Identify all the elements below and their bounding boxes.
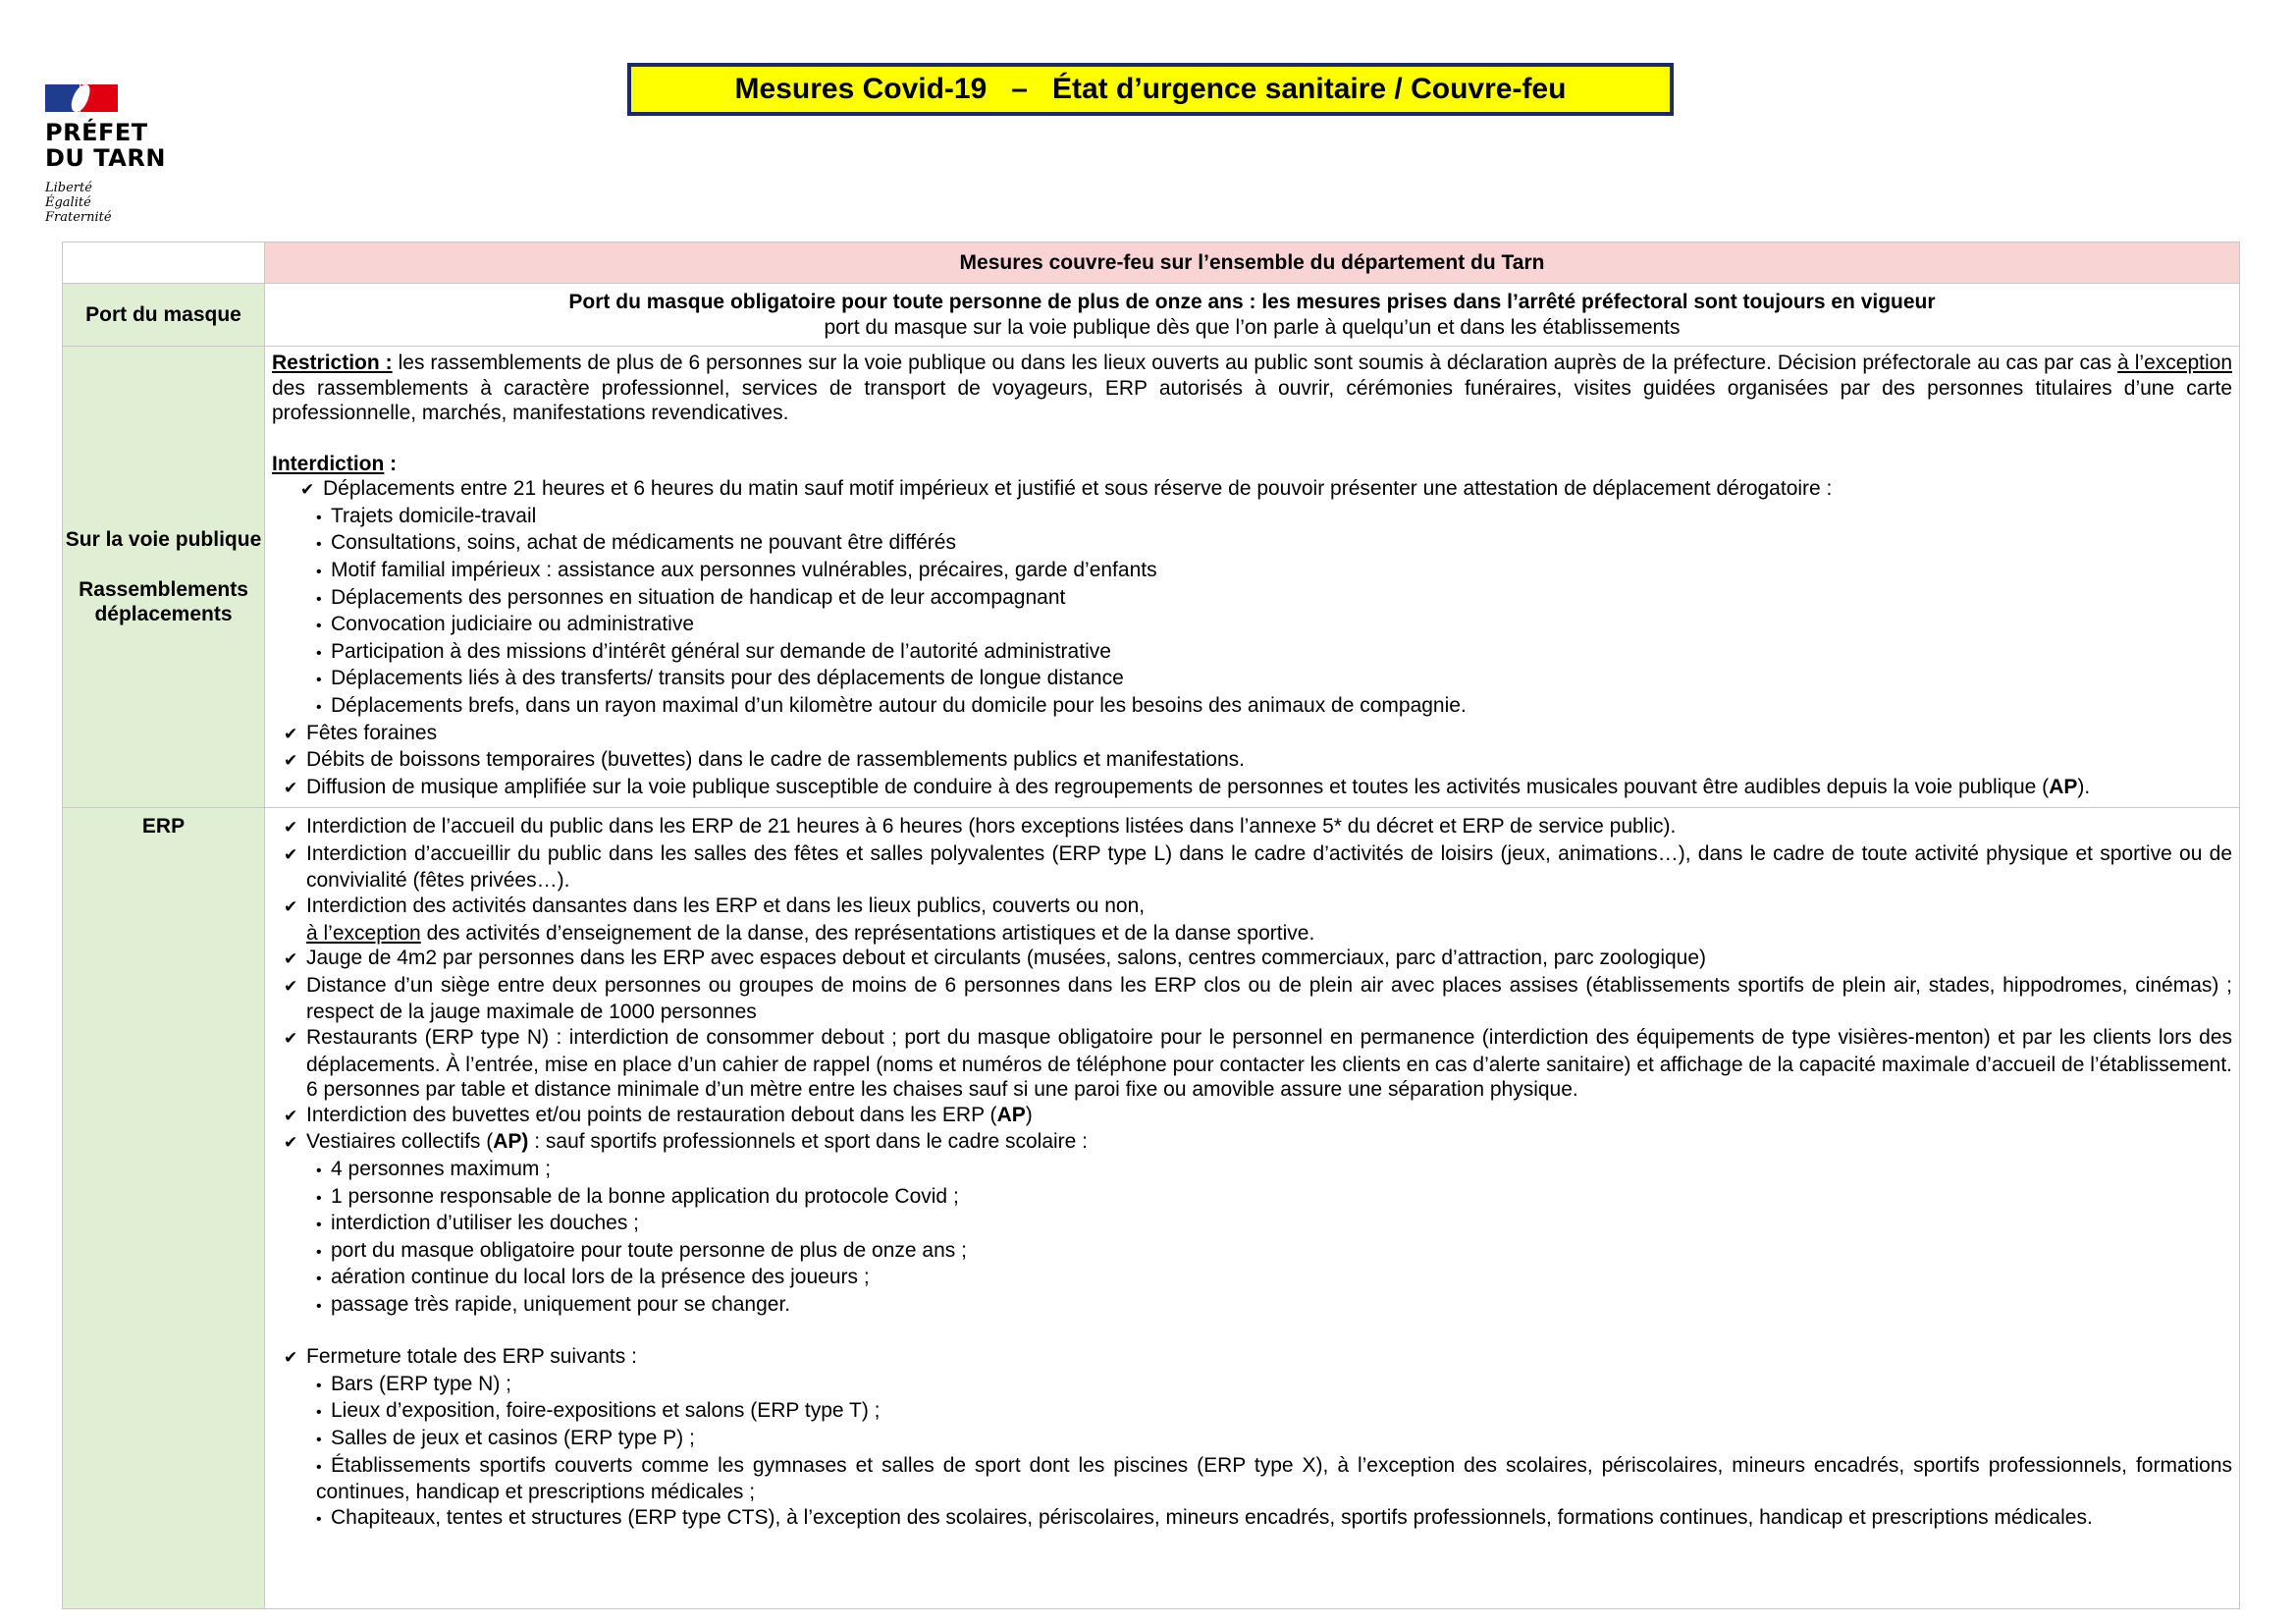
erp-item: ✔ Interdiction des activités dansantes dans les ERP et dans les lieux publics, couverts ou non, [272, 893, 2232, 921]
vestiaire-subitem: • passage très rapide, uniquement pour se changer. [272, 1292, 2232, 1320]
motif-item: • Convocation judiciaire ou administrative [272, 612, 2232, 639]
table-row-erp [63, 808, 2240, 1609]
label-rassemblements: Rassemblements déplacements [79, 577, 248, 626]
motif-item: • Motif familial impérieux : assistance aux personnes vulnérables, précaires, garde d’enfants [272, 558, 2232, 585]
masque-content [265, 284, 2240, 347]
erp-content [265, 808, 2240, 1609]
erp-item: ✔ Restaurants (ERP type N) : interdiction de consommer debout ; port du masque obligatoire pour le personnel en permanence (interdiction des équipements de type visières-menton) et par les clients lors des déplacements. À l’entrée, mise en place d’un cahier de rappel (noms et numéros de téléphone pour contacter les clients en cas d’alerte sanitaire) et affichage de la capacité maximale d’accueil de l’établissement. 6 personnes par table et distance minimale d’un mètre entre les chaises sauf si une paroi fixe ou amovible assure une séparation physique. [272, 1025, 2232, 1103]
fermeture-subitem: • Bars (ERP type N) ; [272, 1372, 2232, 1399]
interdiction-heading: Interdiction : [272, 452, 398, 475]
logo-motto: Liberté Égalité Fraternité [45, 181, 112, 225]
page-title-banner [627, 63, 1674, 116]
row-label-masque: Port du masque [63, 284, 265, 347]
erp-item: ✔ Vestiaires collectifs (AP) : sauf sportifs professionnels et sport dans le cadre scolaire : [272, 1129, 2232, 1157]
marianne-flag-icon [45, 84, 118, 112]
vestiaire-subitem: • port du masque obligatoire pour toute personne de plus de onze ans ; [272, 1238, 2232, 1266]
table-header-row [63, 243, 2240, 284]
vestiaire-subitem: • 1 personne responsable de la bonne application du protocole Covid ; [272, 1184, 2232, 1212]
vestiaire-subitem: • 4 personnes maximum ; [272, 1157, 2232, 1184]
table-row-voie-publique [63, 347, 2240, 808]
deplacements-item: ✔ Déplacements entre 21 heures et 6 heures du matin sauf motif impérieux et justifié et sous réserve de pouvoir présenter une attestation de déplacement dérogatoire : [272, 476, 2232, 504]
motif-item: • Déplacements des personnes en situation de handicap et de leur accompagnant [272, 585, 2232, 613]
musique-item: ✔ Diffusion de musique amplifiée sur la voie publique susceptible de conduire à des regroupements de personnes et toutes les activités musicales pouvant être audibles depuis la voie publique (AP). [272, 775, 2232, 802]
logo-prefet-text: PRÉFET DU TARN [45, 119, 166, 172]
debits-item: ✔ Débits de boissons temporaires (buvettes) dans le cadre de rassemblements publics et manifestations. [272, 747, 2232, 775]
label-voie-publique: Sur la voie publique [65, 527, 262, 551]
row-label-voie-publique [63, 347, 265, 808]
prefet-logo [45, 84, 241, 225]
motif-item: • Déplacements liés à des transferts/ transits pour des déplacements de longue distance [272, 666, 2232, 693]
erp-item: ✔ Distance d’un siège entre deux personnes ou groupes de moins de 6 personnes dans les ERP clos ou de plein air avec places assises (établissements sportifs de plein air, stades, hippodromes, cinémas) ; respect de la jauge maximale de 1000 personnes [272, 973, 2232, 1025]
vestiaire-subitem: • interdiction d’utiliser les douches ; [272, 1211, 2232, 1238]
restriction-paragraph: Restriction : les rassemblements de plus de 6 personnes sur la voie publique ou dans les lieux ouverts au public sont soumis à déclaration auprès de la préfecture. Décision préfectorale au cas par cas à l’exception des rassemblements à caractère professionnel, services de transport de voyageurs, ERP autorisés à ouvrir, cérémonies funéraires, visites guidées organisées par des personnes titulaires d’une carte professionnelle, marchés, manifestations revendicatives. [272, 352, 2232, 425]
motif-item: • Consultations, soins, achat de médicaments ne pouvant être différés [272, 530, 2232, 558]
restriction-title: Restriction : [272, 352, 393, 375]
masque-bold-line: Port du masque obligatoire pour toute personne de plus de onze ans : les mesures prises dans l’arrêté préfectoral sont toujours en vigueur [568, 291, 1936, 313]
voie-publique-content [265, 347, 2240, 808]
page-title: Mesures Covid-19 – État d’urgence sanitaire / Couvre-feu [734, 73, 1567, 105]
motif-item: • Participation à des missions d’intérêt général sur demande de l’autorité administrative [272, 639, 2232, 667]
masque-line: port du masque sur la voie publique dès que l’on parle à quelqu’un et dans les établissements [824, 315, 1681, 339]
motif-item: • Trajets domicile-travail [272, 504, 2232, 531]
fermeture-subitem: • Salles de jeux et casinos (ERP type P) ; [272, 1426, 2232, 1453]
table-row-masque [63, 284, 2240, 347]
row-label-erp: ERP [63, 808, 265, 1609]
erp-item: ✔ Interdiction d’accueillir du public dans les salles des fêtes et salles polyvalentes (ERP type L) dans le cadre d’activités de loisirs (jeux, animations…), dans le cadre de toute activité physique et sportive ou de convivialité (fêtes privées…). [272, 841, 2232, 893]
erp-item: ✔ Jauge de 4m2 par personnes dans les ERP avec espaces debout et circulants (musées, salons, centres commerciaux, parc d’attraction, parc zoologique) [272, 946, 2232, 973]
fermeture-subitem: • Lieux d’exposition, foire-expositions et salons (ERP type T) ; [272, 1398, 2232, 1426]
vestiaire-subitem: • aération continue du local lors de la présence des joueurs ; [272, 1265, 2232, 1292]
fermeture-subitem: • Établissements sportifs couverts comme les gymnases et salles de sport dont les piscines (ERP type X), à l’exception des scolaires, périscolaires, mineurs encadrés, sportifs professionnels, formations continues, handicap et prescriptions médicales ; [272, 1453, 2232, 1505]
header-empty-cell [63, 243, 265, 284]
measures-table [62, 242, 2240, 1609]
erp-item: ✔ Interdiction des buvettes et/ou points de restauration debout dans les ERP (AP) [272, 1103, 2232, 1130]
fermeture-subitem: • Chapiteaux, tentes et structures (ERP type CTS), à l’exception des scolaires, périscolaires, mineurs encadrés, sportifs professionnels, formations continues, handicap et prescriptions médicales. [272, 1505, 2232, 1533]
fetes-item: ✔ Fêtes foraines [272, 721, 2232, 748]
table-header: Mesures couvre-feu sur l’ensemble du département du Tarn [265, 243, 2240, 284]
motif-item: • Déplacements brefs, dans un rayon maximal d’un kilomètre autour du domicile pour les besoins des animaux de compagnie. [272, 693, 2232, 721]
erp-item: ✔ Fermeture totale des ERP suivants : [272, 1344, 2232, 1372]
erp-item: ✔ Interdiction de l’accueil du public dans les ERP de 21 heures à 6 heures (hors exceptions listées dans l’annexe 5* du décret et ERP de service public). [272, 814, 2232, 841]
erp-item-continuation: à l’exception des activités d’enseignement de la danse, des représentations artistiques et de la danse sportive. [306, 921, 1315, 945]
